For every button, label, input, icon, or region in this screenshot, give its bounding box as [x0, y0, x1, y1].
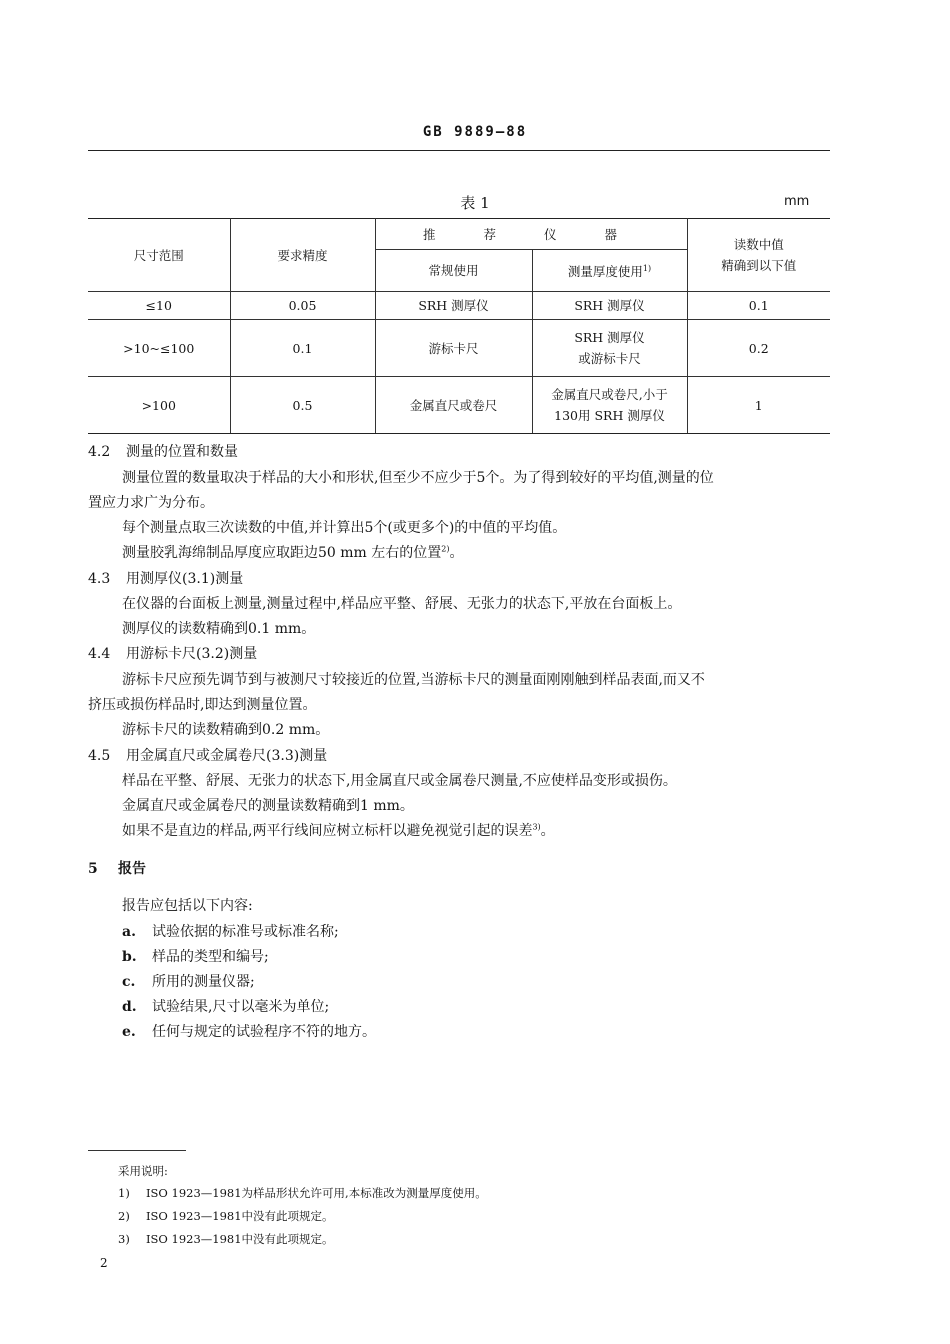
- header-recommended: 推 荐 仪 器: [375, 219, 687, 250]
- list-item: [122, 946, 269, 966]
- section-title: 用测厚仪(3.1)测量: [126, 571, 244, 587]
- section-number: 4.4: [88, 646, 111, 662]
- table-row: [88, 292, 830, 320]
- paragraph: 样品在平整、舒展、无张力的状态下,用金属直尺或金属卷尺测量,不应使样品变形或损伤。: [122, 773, 677, 789]
- cell-thickness-line1: 金属直尺或卷尺,小于: [551, 387, 668, 402]
- paragraph: 每个测量点取三次读数的中值,并计算出5个(或更多个)的中值的平均值。: [122, 520, 567, 536]
- header-reading-line2: 精确到以下值: [721, 258, 797, 273]
- document-header: GB 9889—88: [422, 124, 528, 140]
- cell-normal: SRH 测厚仪: [375, 292, 532, 320]
- cell-reading: 1: [687, 377, 830, 434]
- footnote-ref: 2): [441, 544, 450, 554]
- list-label: b.: [122, 949, 137, 965]
- paragraph: 游标卡尺应预先调节到与被测尺寸较接近的位置,当游标卡尺的测量面刚刚触到样品表面,而又不: [122, 672, 705, 688]
- footnote-label: 3): [118, 1232, 130, 1246]
- section-title: 报告: [118, 861, 146, 877]
- footnote-label: 1): [118, 1186, 130, 1200]
- paragraph: [122, 820, 555, 840]
- cell-thickness-line2: 130用 SRH 测厚仪: [554, 408, 665, 423]
- section-4-2-heading: [88, 441, 238, 461]
- cell-range: ≤10: [88, 292, 230, 320]
- cell-range: >100: [88, 377, 230, 434]
- section-number: 4.5: [88, 748, 111, 764]
- paragraph: 游标卡尺的读数精确到0.2 mm。: [122, 722, 330, 738]
- section-5-heading: [88, 858, 146, 878]
- cell-normal: 金属直尺或卷尺: [375, 377, 532, 434]
- paragraph: 测量位置的数量取决于样品的大小和形状,但至少不应少于5个。为了得到较好的平均值,测量的位: [122, 470, 714, 486]
- section-4-5-heading: [88, 745, 327, 765]
- cell-precision: 0.1: [230, 320, 375, 377]
- paragraph: 置应力求广为分布。: [88, 495, 214, 511]
- list-item: [122, 971, 255, 991]
- header-size-range: 尺寸范围: [88, 219, 230, 292]
- list-text: 试验结果,尺寸以毫米为单位;: [152, 999, 330, 1015]
- table-row: [88, 377, 830, 434]
- list-text: 样品的类型和编号;: [152, 949, 269, 965]
- header-precision: 要求精度: [230, 219, 375, 292]
- header-reading: [687, 219, 830, 292]
- list-text: 试验依据的标准号或标准名称;: [152, 924, 339, 940]
- list-label: a.: [122, 924, 136, 940]
- footnote-ref: 1): [642, 264, 652, 274]
- footnote-ref: 3): [532, 822, 541, 832]
- cell-thickness: [532, 320, 687, 377]
- footnote-text: ISO 1923—1981中没有此项规定。: [146, 1209, 334, 1223]
- list-label: e.: [122, 1024, 136, 1040]
- cell-reading: 0.2: [687, 320, 830, 377]
- footnote-text: ISO 1923—1981为样品形状允许可用,本标准改为测量厚度使用。: [146, 1186, 487, 1200]
- paragraph-text: 测量胶乳海绵制品厚度应取距边50 mm 左右的位置: [122, 545, 442, 561]
- cell-reading: 0.1: [687, 292, 830, 320]
- paragraph: [122, 542, 463, 562]
- section-4-3-heading: [88, 568, 243, 588]
- section-4-4-heading: [88, 643, 257, 663]
- table-caption: 表 1: [460, 194, 490, 212]
- header-thickness-use-label: 测量厚度使用: [567, 264, 643, 280]
- cell-precision: 0.5: [230, 377, 375, 434]
- list-label: c.: [122, 974, 136, 990]
- measurement-table: [88, 218, 830, 434]
- list-item: [122, 1021, 376, 1041]
- cell-thickness-line2: 或游标卡尺: [578, 351, 641, 366]
- section-number: 4.2: [88, 444, 111, 460]
- list-text: 所用的测量仪器;: [152, 974, 255, 990]
- footnote-item: [118, 1208, 334, 1224]
- footnote-text: ISO 1923—1981中没有此项规定。: [146, 1232, 334, 1246]
- cell-thickness: [532, 377, 687, 434]
- paragraph: 测厚仪的读数精确到0.1 mm。: [122, 621, 316, 637]
- paragraph-text: 如果不是直边的样品,两平行线间应树立标杆以避免视觉引起的误差: [122, 823, 533, 839]
- footnote-rule: [88, 1150, 186, 1151]
- header-rule: [88, 150, 830, 151]
- footnote-item: [118, 1185, 487, 1201]
- cell-thickness: [532, 292, 687, 320]
- cell-precision: 0.05: [230, 292, 375, 320]
- section-title: 测量的位置和数量: [126, 444, 238, 460]
- paragraph-end: 。: [449, 545, 464, 561]
- footnote-item: [118, 1231, 334, 1247]
- section-title: 用游标卡尺(3.2)测量: [126, 646, 258, 662]
- paragraph: 在仪器的台面板上测量,测量过程中,样品应平整、舒展、无张力的状态下,平放在台面板上。: [122, 596, 682, 612]
- section-number: 5: [88, 861, 98, 877]
- cell-thickness-line1: SRH 测厚仪: [574, 298, 645, 313]
- paragraph-end: 。: [540, 823, 555, 839]
- report-intro: 报告应包括以下内容:: [122, 898, 253, 914]
- header-reading-line1: 读数中值: [733, 237, 784, 252]
- header-normal-use: 常规使用: [375, 250, 532, 292]
- paragraph: 金属直尺或金属卷尺的测量读数精确到1 mm。: [122, 798, 414, 814]
- header-thickness-use: [532, 250, 687, 292]
- list-item: [122, 921, 339, 941]
- section-title: 用金属直尺或金属卷尺(3.3)测量: [126, 748, 328, 764]
- table-row: [88, 320, 830, 377]
- section-number: 4.3: [88, 571, 111, 587]
- paragraph: 挤压或损伤样品时,即达到测量位置。: [88, 697, 317, 713]
- list-item: [122, 996, 329, 1016]
- cell-thickness-line1: SRH 测厚仪: [574, 330, 645, 345]
- page-number: 2: [100, 1256, 108, 1270]
- footnote-label: 2): [118, 1209, 130, 1223]
- cell-range: >10~≤100: [88, 320, 230, 377]
- list-text: 任何与规定的试验程序不符的地方。: [152, 1024, 376, 1040]
- list-label: d.: [122, 999, 137, 1015]
- cell-normal: 游标卡尺: [375, 320, 532, 377]
- footnotes-title: 采用说明:: [118, 1164, 168, 1178]
- table-unit: mm: [784, 194, 810, 209]
